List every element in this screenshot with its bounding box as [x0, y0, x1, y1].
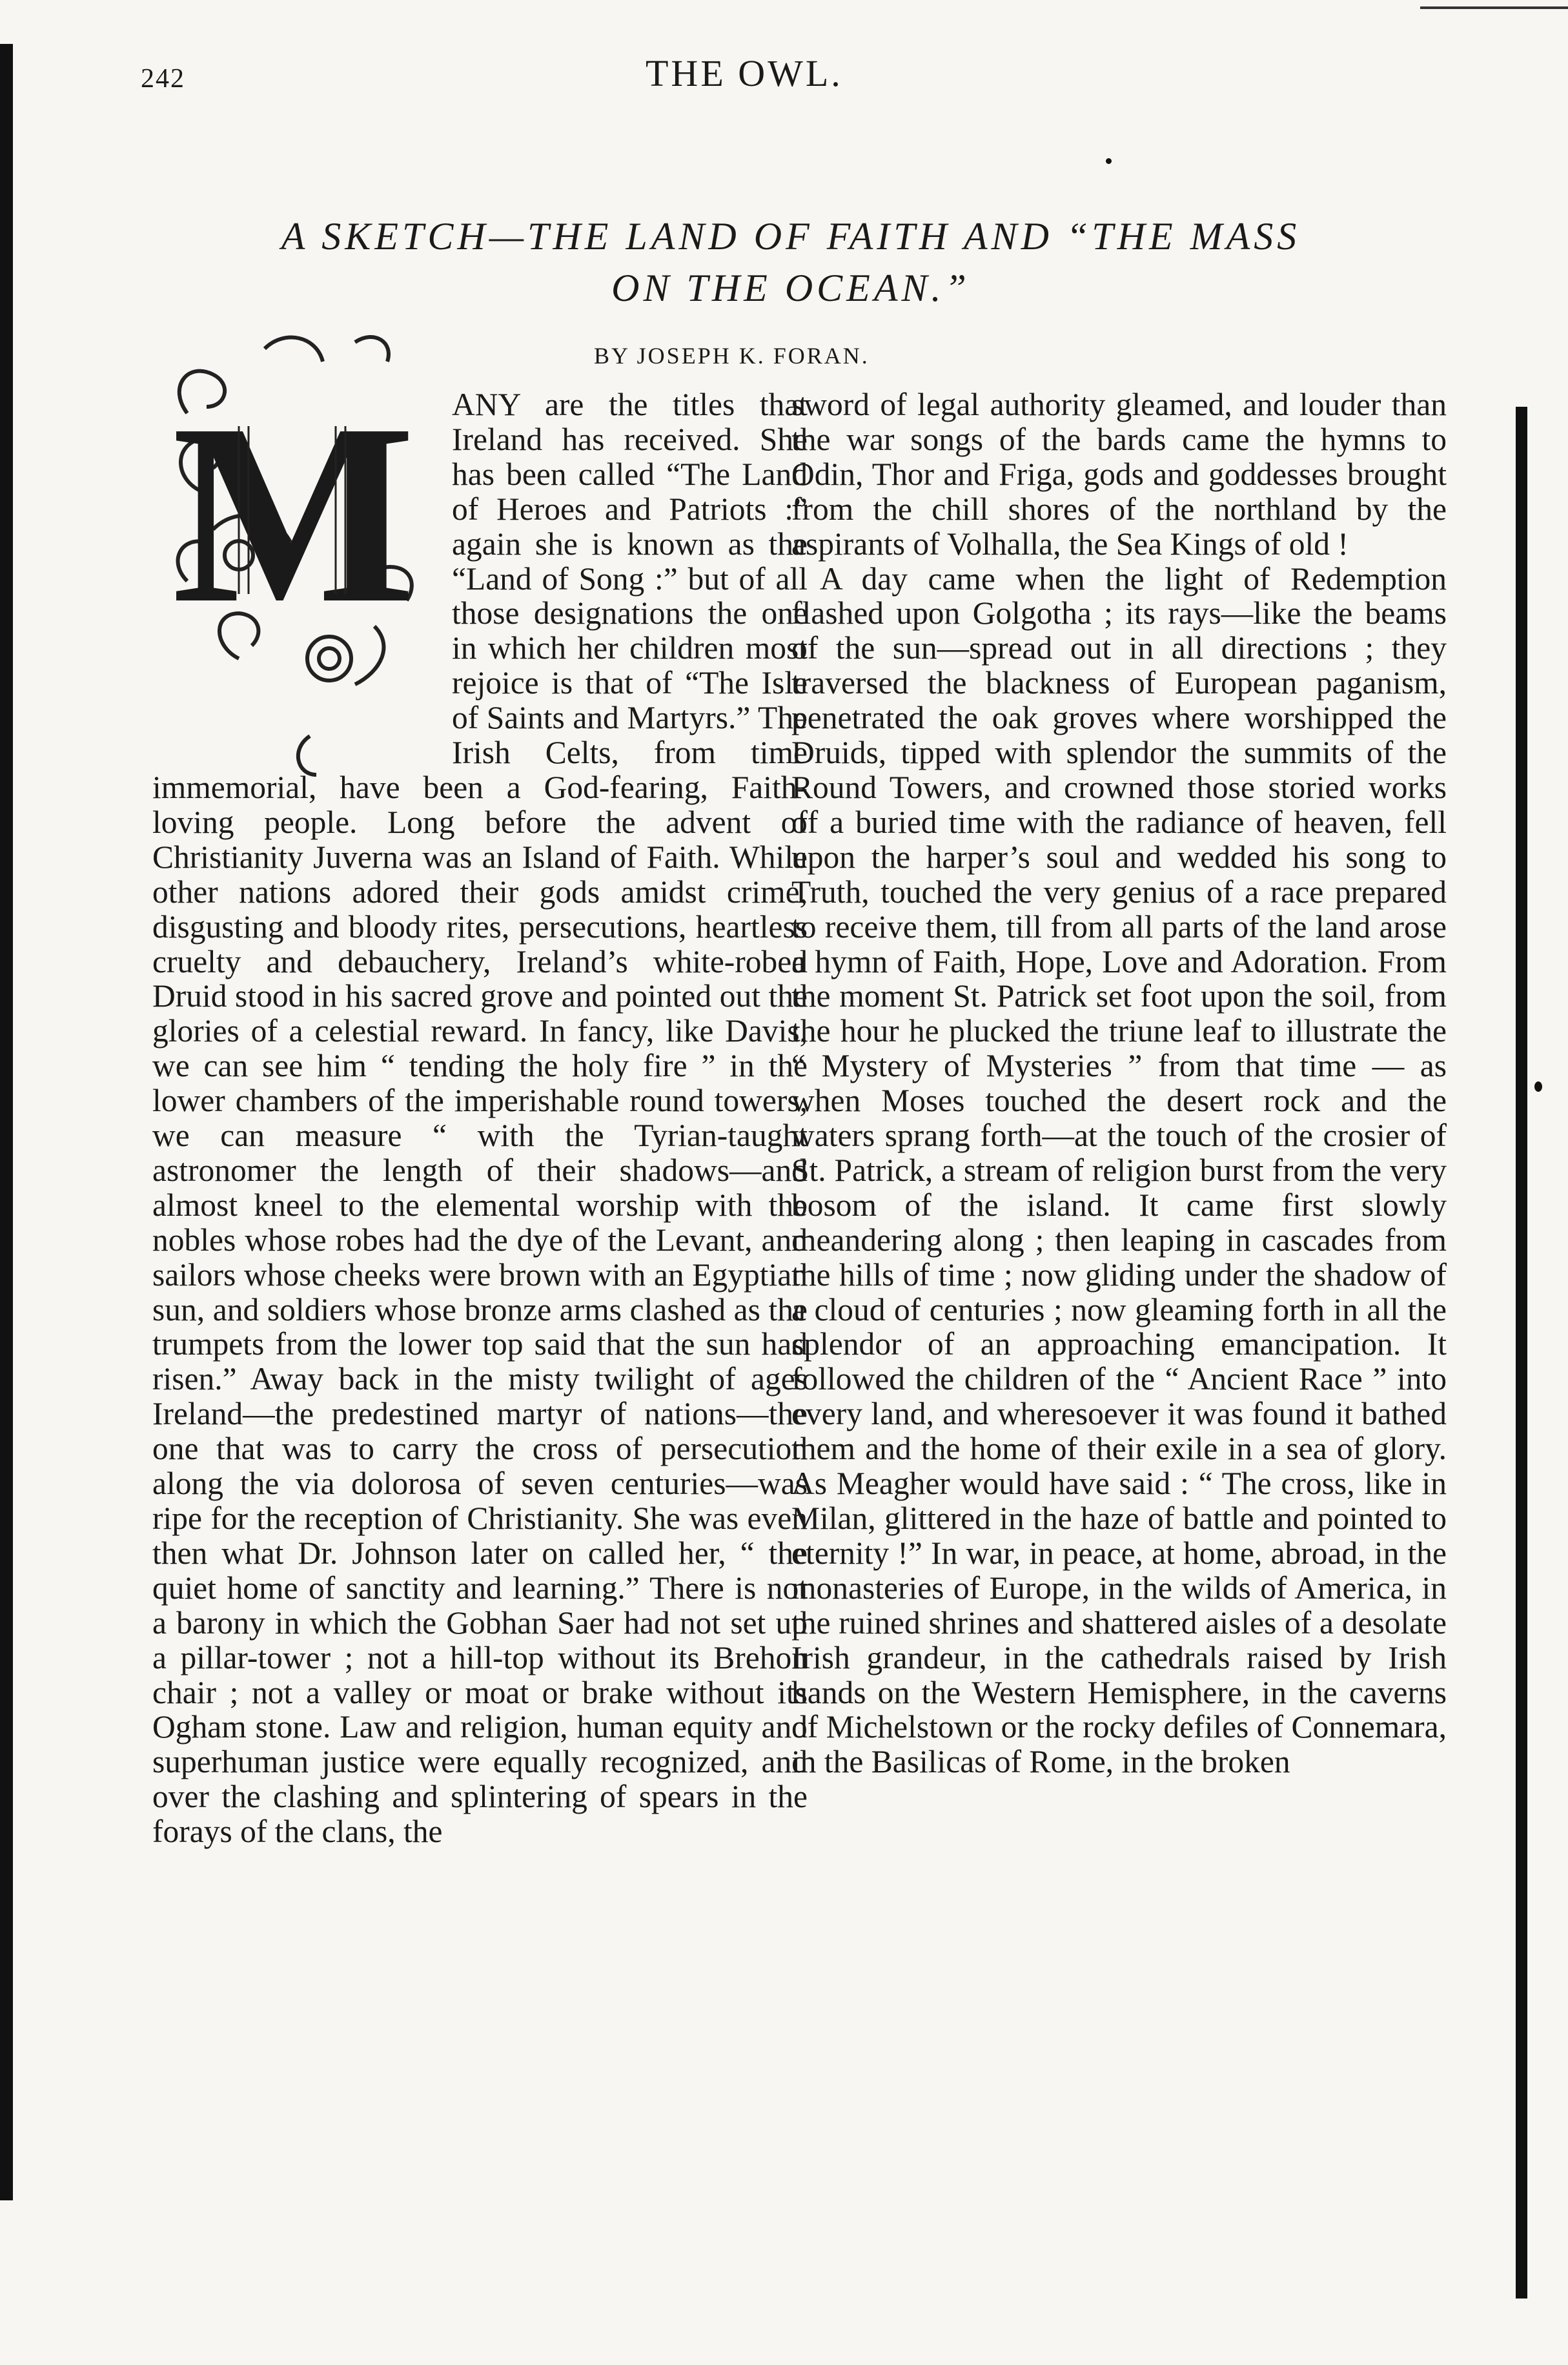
right-column-paragraph-2: A day came when the light of Redemption flashed upon Golgotha ; its rays—like the beams of the sun—spread out in all directions ; they traversed the blackness of European paganism, penetrated the oak groves where worshipped the Druids, tipped with splendor the summits of the Round Towers, and crowned those storied works of a buried time with the radiance of heaven, fell upon the harper’s soul and wedded his song to Truth, touched the very genius of a race prepared to receive them, till from all parts of the land arose a hymn of Faith, Hope, Love and Adoration. From the moment St. Patrick set foot upon the soil, from the hour he plucked the triune leaf to illustrate the “ Mystery of Mysteries ” from that time — as when Moses touched the desert rock and the waters sprang forth—at the touch of the crosier of St. Patrick, a stream of religion burst from the very bosom of the island. It came first slowly meandering along ; then leaping in cascades from the hills of time ; now gliding under the shadow of a cloud of centuries ; now gleaming forth in all the splendor of an approaching emancipation. It followed the children of the “ Ancient Race ” into every land, and wheresoever it was found it bathed them and the home of their exile in a sea of glory. As Meagher would have said : “ The cross, like in Milan, glittered in the haze of battle and pointed to eternity !” In war, in peace, at home, abroad, in the monasteries of Europe, in the wilds of America, in the ruined shrines and shattered aisles of a desolate Irish grandeur, in the cathedrals raised by Irish hands on the Western Hemisphere, in the caverns of Michelstown or the rocky defiles of Connemara, in the Basilicas of Rome, in the broken: [791, 560, 1447, 1780]
running-title: THE OWL.: [646, 52, 843, 94]
page-edge-shadow: [0, 44, 13, 2200]
left-column-text: ANY are the titles that Ireland has received. She has been called “The Land of Heroes and Patriots :” again she is known as the “Land of Song :” but of all those designations the one in which her children most rejoice is that of “The Isle of Saints and Martyrs.” The Irish Celts, from time immemorial, have been a God-fearing, Faith-loving people. Long before the advent of Christianity Juverna was an Island of Faith. While other nations adored their gods amidst crime, disgusting and bloody rites, persecutions, heartless cruelty and debauchery, Ireland’s white-robed Druid stood in his sacred grove and pointed out the glories of a celestial reward. In fancy, like Davis, we can see him “ tending the holy fire ” in the lower chambers of the imperishable round towers, we can measure “ with the Tyrian-taught astronomer the length of their shadows—and almost kneel to the elemental worship with the nobles whose robes had the dye of the Levant, and sailors whose cheeks were brown with an Egyptian sun, and soldiers whose bronze arms clashed as the trumpets from the lower top said that the sun had risen.” Away back in the misty twilight of ages Ireland—the predestined martyr of nations—the one that was to carry the cross of persecution along the via dolorosa of seven centuries—was ripe for the reception of Christianity. She was even then what Dr. Johnson later on called her, “ the quiet home of sanctity and learning.” There is not a barony in which the Gobhan Saer had not set up a pillar-tower ; not a hill-top without its Brehon chair ; not a valley or moat or brake without its Ogham stone. Law and religion, human equity and superhuman justice were equally recognized, and over the clashing and splintering of spears in the forays of the clans, the: [152, 387, 808, 1850]
ink-speck: [1106, 158, 1112, 164]
article-title-line-1: A SKETCH—THE LAND OF FAITH AND “THE MASS: [281, 215, 1301, 258]
page-number: 242: [141, 64, 185, 94]
ink-speck: [1534, 1081, 1542, 1092]
right-column-paragraph-1: sword of legal authority gleamed, and louder than the war songs of the bards came the hymns to Odin, Thor and Friga, gods and goddesses brought from the chill shores of the northland by the aspirants of Volhalla, the Sea Kings of old !: [791, 387, 1447, 562]
article-byline: BY JOSEPH K. FORAN.: [594, 343, 870, 369]
dropcap-space: [0, 387, 452, 744]
top-edge-mark: [1420, 6, 1568, 9]
binding-edge-shadow: [1516, 407, 1527, 2298]
left-column: [152, 387, 808, 1849]
article-title-line-2: ON THE OCEAN.”: [611, 267, 970, 309]
right-column: [791, 387, 1447, 1779]
article-title: [194, 210, 1388, 314]
dropcap-letter: M: [172, 371, 416, 657]
